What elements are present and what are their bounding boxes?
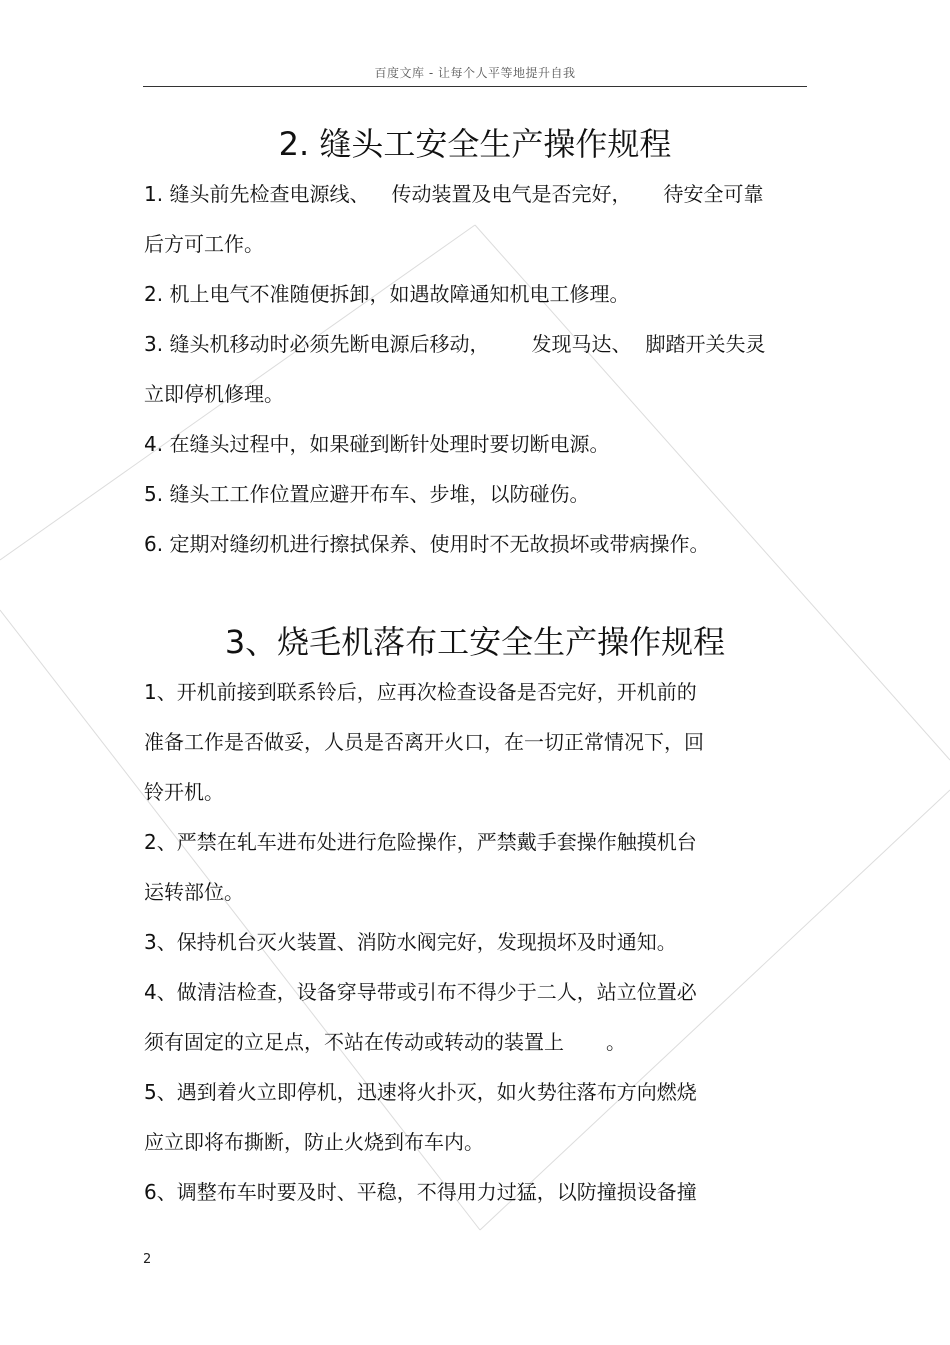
section-2-line-5 <box>144 380 284 408</box>
line-text: 4、做清洁检查，设备穿导带或引布不得少于二人，站立位置必 <box>144 980 697 1004</box>
line-text: 脚踏开关失灵 <box>645 332 766 356</box>
line-text: 待安全可靠 <box>663 182 764 206</box>
page-header: 百度文库 - 让每个人平等地提升自我 <box>374 66 576 80</box>
page-number: 2 <box>143 1252 152 1267</box>
section-3-line-2 <box>144 728 704 756</box>
line-text: 。 <box>606 1030 626 1054</box>
section-2-line-6 <box>144 430 609 458</box>
section-2-line-2 <box>144 230 264 258</box>
line-text: 立即停机修理。 <box>144 382 284 406</box>
section-3-line-1 <box>144 678 697 706</box>
line-text: 后方可工作。 <box>144 232 264 256</box>
section-3-line-3 <box>144 778 224 806</box>
line-text: 5、遇到着火立即停机，迅速将火扑灭，如火势往落布方向燃烧 <box>144 1080 697 1104</box>
section-2-line-3 <box>144 280 629 308</box>
section-3-title: 3、烧毛机落布工安全生产操作规程 <box>224 623 726 661</box>
section-3-line-11 <box>144 1178 697 1206</box>
line-text: 5. 缝头工工作位置应避开布车、步堆，以防碰伤。 <box>144 482 590 506</box>
section-2-line-4 <box>144 330 765 358</box>
section-3-line-8 <box>144 1028 626 1056</box>
section-2-line-7 <box>144 480 589 508</box>
line-text: 1、开机前接到联系铃后，应再次检查设备是否完好，开机前的 <box>144 680 697 704</box>
section-3-line-6 <box>144 928 677 956</box>
header-divider <box>143 86 807 87</box>
section-3-line-7 <box>144 978 697 1006</box>
line-text: 铃开机。 <box>144 780 224 804</box>
line-text: 发现马达、 <box>531 332 632 356</box>
line-text: 4. 在缝头过程中，如果碰到断针处理时要切断电源。 <box>144 432 610 456</box>
line-text: 传动装置及电气是否完好， <box>391 182 632 206</box>
line-text: 3. 缝头机移动时必须先断电源后移动， <box>144 332 490 356</box>
section-3-line-10 <box>144 1128 484 1156</box>
line-text: 2. 机上电气不准随便拆卸，如遇故障通知机电工修理。 <box>144 282 630 306</box>
section-3-line-9 <box>144 1078 697 1106</box>
line-text: 应立即将布撕断，防止火烧到布车内。 <box>144 1130 484 1154</box>
line-text: 6. 定期对缝纫机进行擦拭保养、使用时不无故损坏或带病操作。 <box>144 532 710 556</box>
line-text: 准备工作是否做妥，人员是否离开火口，在一切正常情况下，回 <box>144 730 704 754</box>
line-text: 运转部位。 <box>144 880 244 904</box>
section-2-title: 2. 缝头工安全生产操作规程 <box>278 125 672 163</box>
line-text: 2、严禁在轧车进布处进行危险操作，严禁戴手套操作触摸机台 <box>144 830 697 854</box>
section-2-line-8 <box>144 530 709 558</box>
section-3-line-4 <box>144 828 697 856</box>
section-3-line-5 <box>144 878 244 906</box>
line-text: 须有固定的立足点，不站在传动或转动的装置上 <box>144 1030 564 1054</box>
line-text: 6、调整布车时要及时、平稳，不得用力过猛，以防撞损设备撞 <box>144 1180 697 1204</box>
line-text: 1. 缝头前先检查电源线、 <box>144 182 370 206</box>
section-2-line-1 <box>144 180 763 208</box>
line-text: 3、保持机台灭火装置、消防水阀完好，发现损坏及时通知。 <box>144 930 677 954</box>
